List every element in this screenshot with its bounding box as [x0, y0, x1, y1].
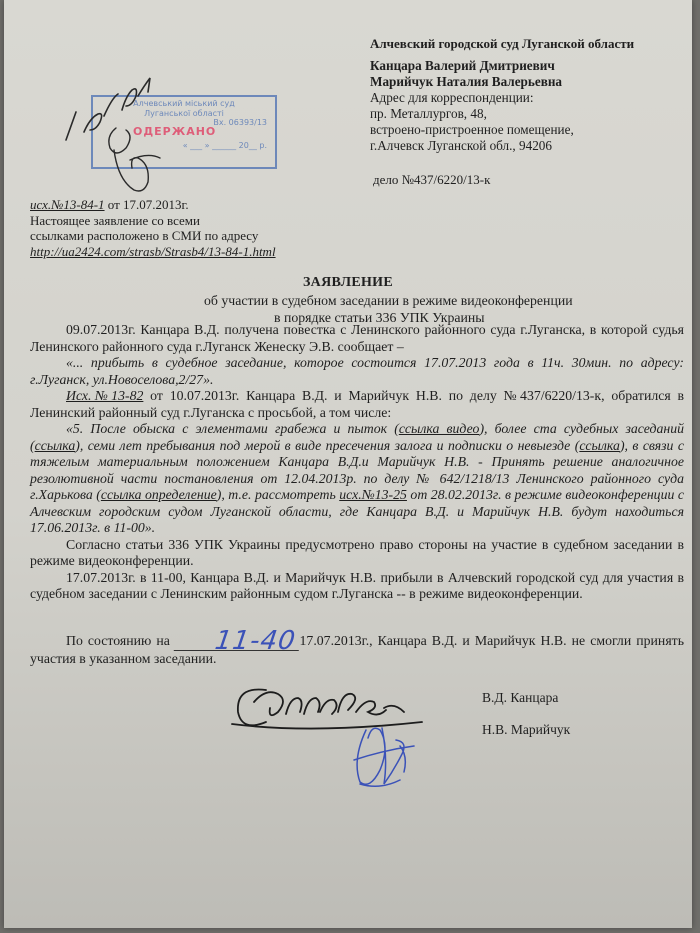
document-page	[4, 0, 692, 928]
sender-2: Марийчук Наталия Валерьевна	[370, 74, 563, 89]
address-label: Адрес для корреспонденции:	[370, 90, 534, 105]
reference-number[interactable]: исх.№13-84-1	[30, 197, 105, 212]
quote-text-c: ), семи лет пребывания под мерой в виде пресечения залога и подписки о невыезде (	[75, 437, 580, 453]
reference-line-3: ссылками расположено в СМИ по адресу	[30, 228, 259, 243]
address-line-1: пр. Металлургов, 48,	[370, 106, 487, 121]
reference-block	[30, 197, 276, 259]
reference-line-1	[30, 197, 276, 213]
signer-2-name: Н.В. Марийчук	[482, 722, 571, 737]
signature-1	[232, 689, 422, 728]
paragraph-4: 17.07.2013г. в 11-00, Канцара В.Д. и Марийчук Н.В. прибыли в Алчевский городской суд для участия в судебном заседании с Ленинским районным судом г.Луганска -- в режиме видеоконференции.	[30, 569, 684, 601]
reference-date: от 17.07.2013г.	[104, 197, 189, 212]
address-line-2: встроено-пристроенное помещение,	[370, 122, 574, 137]
paragraph-1: 09.07.2013г. Канцара В.Д. получена повестка с Ленинского районного суда г.Луганска, в которой судья Ленинского районного суда г.Луганск Женеску Э.В. сообщает –	[30, 322, 684, 354]
address-line-3: г.Алчевск Луганской обл., 94206	[370, 138, 552, 153]
paragraph-2	[30, 388, 684, 421]
status-paragraph	[30, 626, 684, 667]
status-prefix: По состоянию на	[66, 633, 175, 648]
document-title: ЗАЯВЛЕНИЕ	[302, 275, 393, 290]
reference-line-2: Настоящее заявление со всеми	[30, 212, 200, 228]
court-stamp	[91, 95, 277, 169]
video-link[interactable]: ссылка видео	[398, 421, 480, 436]
stamp-line-2: Луганської області	[144, 109, 224, 118]
paragraph-quote-5	[30, 421, 684, 537]
signature-2	[354, 728, 414, 786]
sender-block	[370, 58, 574, 154]
quote-text-e: ), т.е. рассмотреть	[216, 487, 340, 502]
quote-text-d: ), в связи с тяжелым материальным положением Канцара В.Д.и Марийчук Н.В. - Принять решение аналогичное резолютивной части постановления от 12.04.2013р. по делу № 642/1218/13 Ленинского районного суда г.Харькова (	[30, 437, 684, 502]
stamp-received: ОДЕРЖАНО	[133, 125, 217, 138]
stamp-date-line: « ___ » ______ 20__ р.	[182, 141, 267, 150]
paragraph-1-quote: «... прибыть в судебное заседание, которое состоится 17.07.2013 года в 11ч. 30мин. по адресу: г.Луганск, ул.Новоселова,2/27».	[30, 355, 684, 387]
outgoing-ref-link[interactable]: Исх.№13-82	[66, 388, 144, 403]
signer-1-name: В.Д. Канцара	[482, 690, 559, 705]
document-body	[30, 322, 684, 603]
hearings-link[interactable]: ссылка	[34, 437, 76, 453]
quote-text-a: «5. После обыска с элементами грабежа и пыток (	[66, 421, 399, 436]
outgoing-13-25-link[interactable]: исх.№13-25	[339, 487, 407, 502]
document-subtitle-2: в порядке статьи 336 УПК Украины	[274, 310, 485, 325]
ruling-link[interactable]: ссылка определение	[100, 487, 217, 502]
reference-url-link[interactable]: http://ua2424.com/strasb/Strasb4/13-84-1.html	[30, 243, 276, 259]
case-number: дело №437/6220/13-к	[373, 172, 491, 187]
bail-link[interactable]: ссылка	[579, 437, 620, 453]
addressee: Алчевский городской суд Луганской области	[370, 36, 635, 51]
paragraph-2-text: от 10.07.2013г. Канцара В.Д. и Марийчук Н.В. по делу №437/6220/13-к, обратился в Ленинский районный суд г.Луганска с просьбой, а том числе:	[30, 388, 684, 420]
quote-text-b: ), более ста судебных заседаний (	[30, 421, 685, 453]
quote-text-f: от 28.02.2013г. в режиме видеоконференции с Алчевским городским судом Луганской области, где Канцара В.Д. и Марийчук Н.В. будут находиться 17.06.2013г. в 11-00».	[30, 487, 684, 535]
stamp-line-1: Алчевський міський суд	[133, 99, 235, 108]
paragraph-3: Согласно статьи 336 УПК Украины предусмотрено право стороны на участие в судебном заседании в режиме видеоконференции.	[30, 536, 684, 568]
handwritten-time: 11-40	[174, 633, 301, 651]
sender-1: Канцара Валерий Дмитриевич	[370, 58, 555, 73]
status-suffix: 17.07.2013г., Канцара В.Д. и Марийчук Н.В. не смогли принять участия в указанном заседании.	[30, 633, 684, 666]
stamp-line-3: Вх. 06393/13	[213, 118, 267, 127]
document-subtitle-1: об участии в судебном заседании в режиме видеоконференции	[204, 293, 573, 308]
